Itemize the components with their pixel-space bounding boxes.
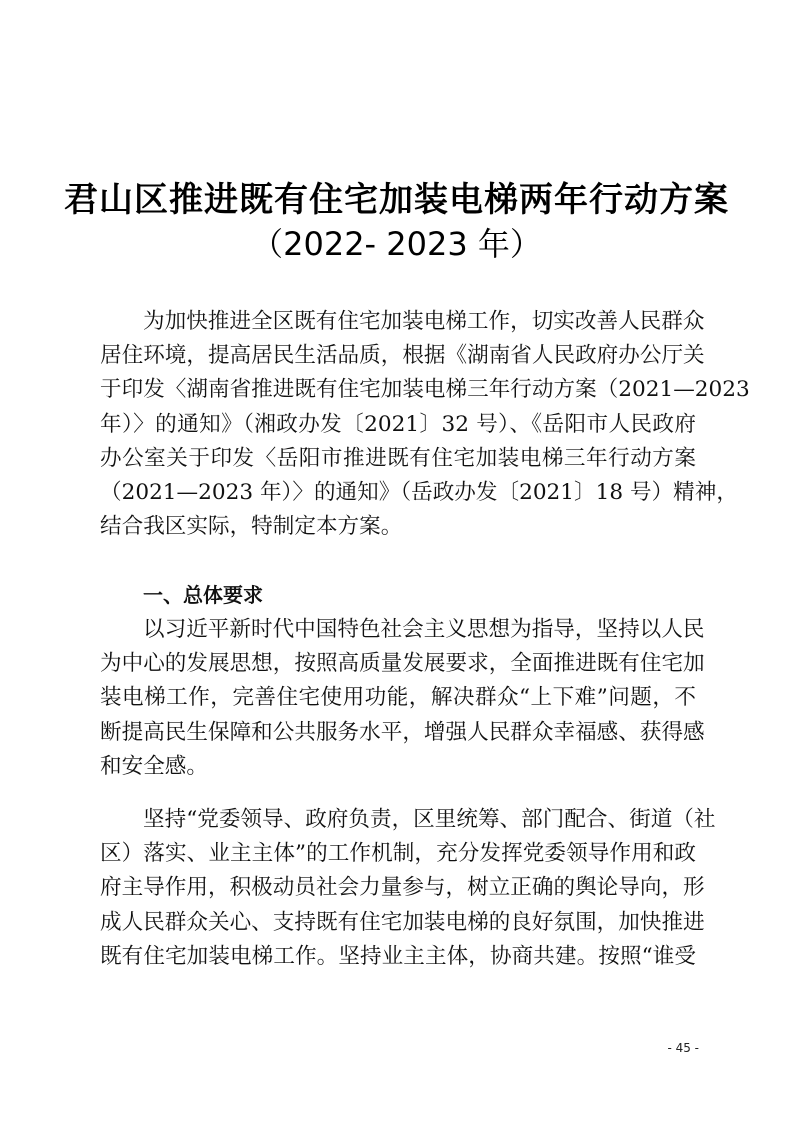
text-line: 为加快推进全区既有住宅加装电梯工作，切实改善人民群众 bbox=[143, 309, 705, 334]
text-line: 区）落实、业主主体”的工作机制，充分发挥党委领导作用和政 bbox=[100, 841, 696, 867]
text-line: 为中心的发展思想，按照高质量发展要求，全面推进既有住宅加 bbox=[100, 651, 705, 677]
principles-paragraph bbox=[100, 803, 716, 974]
text-line: 办公室关于印发〈岳阳市推进既有住宅加装电梯三年行动方案 bbox=[100, 445, 696, 471]
text-line: （2021—2023 年）〉的通知》（岳政办发〔2021〕18 号）精神， bbox=[100, 479, 738, 505]
section-heading: 一、总体要求 bbox=[143, 583, 263, 607]
document-title: 君山区推进既有住宅加装电梯两年行动方案 bbox=[64, 180, 729, 220]
text-line: 居住环境，提高居民生活品质，根据《湖南省人民政府办公厅关 bbox=[100, 343, 705, 369]
text-line: 既有住宅加装电梯工作。坚持业主主体，协商共建。按照“谁受 bbox=[100, 943, 696, 969]
text-line: 结合我区实际，特制定本方案。 bbox=[100, 514, 403, 540]
section-heading-block bbox=[100, 578, 696, 612]
text-line: 府主导作用，积极动员社会力量参与，树立正确的舆论导向，形 bbox=[100, 875, 705, 901]
text-line: 断提高民生保障和公共服务水平，增强人民群众幸福感、获得感 bbox=[100, 719, 705, 745]
text-line: 于印发〈湖南省推进既有住宅加装电梯三年行动方案（2021—2023 bbox=[100, 377, 750, 403]
intro-paragraph bbox=[100, 305, 750, 544]
text-line: 成人民群众关心、支持既有住宅加装电梯的良好氛围，加快推进 bbox=[100, 909, 705, 935]
text-line: 和安全感。 bbox=[100, 753, 208, 779]
text-line: 坚持“党委领导、政府负责，区里统筹、部门配合、街道（社 bbox=[143, 807, 716, 832]
text-line: 年）〉的通知》（湘政办发〔2021〕32 号）、《岳阳市人民政府 bbox=[100, 411, 696, 437]
requirements-paragraph bbox=[100, 613, 705, 784]
text-line: 装电梯工作，完善住宅使用功能，解决群众“上下难”问题，不 bbox=[100, 685, 696, 711]
page-number: - 45 - bbox=[667, 1041, 699, 1055]
document-subtitle-years: （2022- 2023 年） bbox=[251, 225, 542, 263]
text-line: 以习近平新时代中国特色社会主义思想为指导，坚持以人民 bbox=[143, 617, 705, 642]
